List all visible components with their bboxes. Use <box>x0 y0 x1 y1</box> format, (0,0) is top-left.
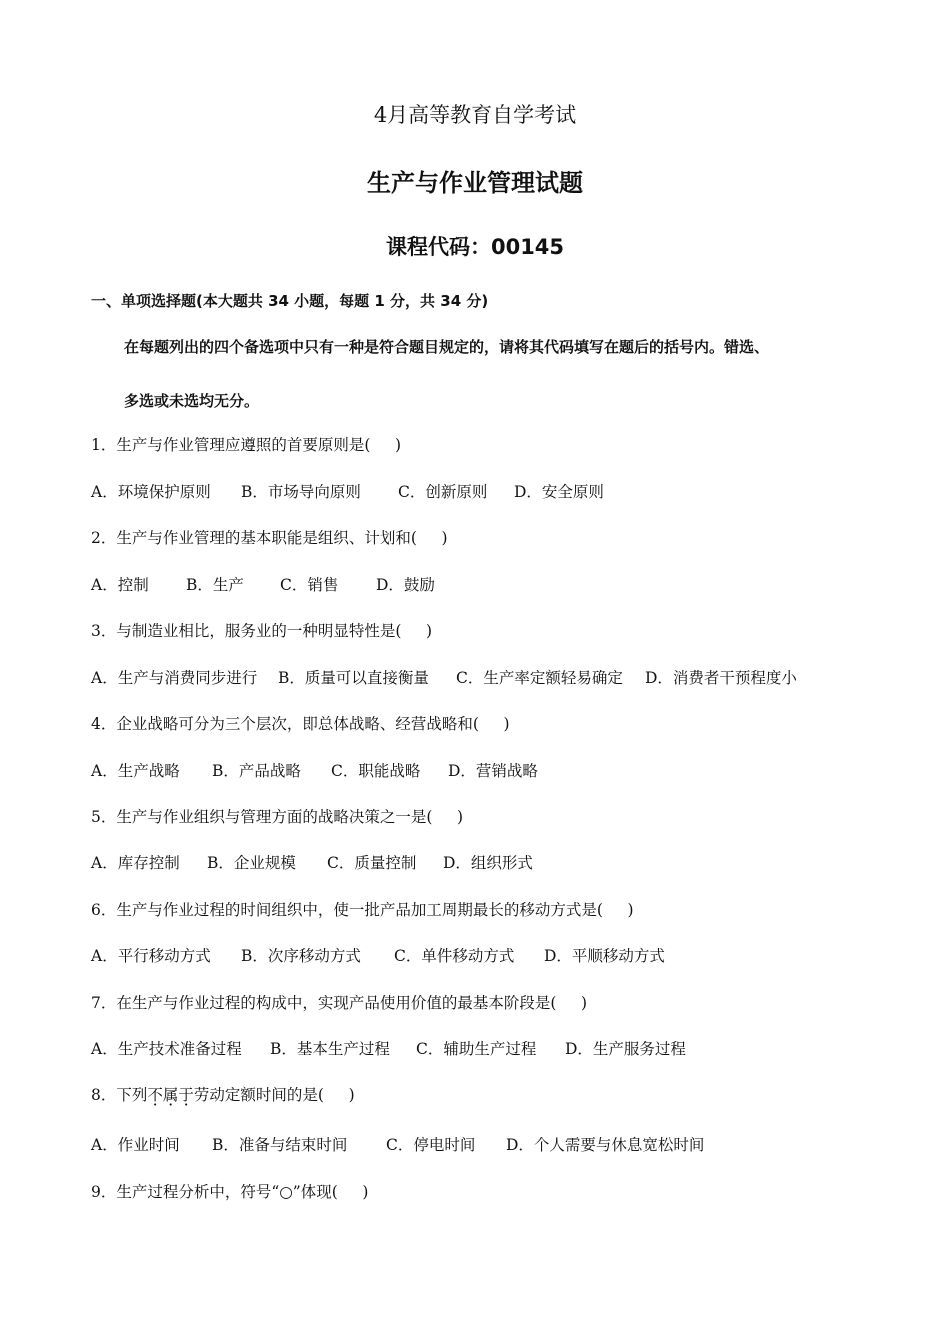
question-4-options <box>91 759 891 781</box>
option-a: A．库存控制 <box>91 854 180 872</box>
option-c: C．停电时间 <box>386 1136 476 1154</box>
question-4-stem: 4．企业战略可分为三个层次，即总体战略、经营战略和( ) <box>91 715 510 733</box>
stem-suffix: 劳动定额时间的是( ) <box>193 1086 355 1104</box>
option-b: B．次序移动方式 <box>241 947 361 965</box>
option-b: B．质量可以直接衡量 <box>278 669 429 687</box>
question-8-stem <box>91 1083 355 1105</box>
course-code: 课程代码：00145 <box>385 235 565 259</box>
option-d: D．个人需要与休息宽松时间 <box>506 1136 705 1154</box>
stem-prefix: 8．下列 <box>91 1086 148 1104</box>
option-a: A．生产技术准备过程 <box>91 1040 242 1058</box>
instruction-line-2: 多选或未选均无分。 <box>124 392 260 410</box>
question-5-stem: 5．生产与作业组织与管理方面的战略决策之一是( ) <box>91 808 464 826</box>
question-2-stem: 2．生产与作业管理的基本职能是组织、计划和( ) <box>91 529 448 547</box>
question-2-options <box>91 573 891 595</box>
option-d: D．组织形式 <box>443 854 533 872</box>
question-5-options <box>91 851 891 873</box>
option-a: A．控制 <box>91 576 149 594</box>
option-d: D．消费者干预程度小 <box>645 669 797 687</box>
option-c: C．质量控制 <box>327 854 417 872</box>
option-a: A．生产与消费同步进行 <box>91 669 258 687</box>
option-d: D．安全原则 <box>514 483 604 501</box>
instruction-line-1: 在每题列出的四个备选项中只有一种是符合题目规定的，请将其代码填写在题后的括号内。错选、 <box>124 338 770 356</box>
paper-title: 生产与作业管理试题 <box>367 169 583 197</box>
option-b: B．产品战略 <box>212 762 301 780</box>
option-c: C．单件移动方式 <box>394 947 515 965</box>
option-d: D．鼓励 <box>376 576 435 594</box>
question-7-options <box>91 1037 891 1059</box>
question-6-options <box>91 944 891 966</box>
option-b: B．准备与结束时间 <box>212 1136 348 1154</box>
question-8-options <box>91 1133 891 1155</box>
option-c: C．生产率定额轻易确定 <box>456 669 623 687</box>
emphasized-char: 属 <box>162 1086 179 1104</box>
option-c: C．销售 <box>280 576 339 594</box>
option-c: C．职能战略 <box>331 762 421 780</box>
option-b: B．企业规模 <box>207 854 296 872</box>
option-a: A．环境保护原则 <box>91 483 211 501</box>
question-7-stem: 7．在生产与作业过程的构成中，实现产品使用价值的最基本阶段是( ) <box>91 994 588 1012</box>
option-c: C．辅助生产过程 <box>416 1040 537 1058</box>
option-d: D．平顺移动方式 <box>544 947 665 965</box>
question-1-stem: 1．生产与作业管理应遵照的首要原则是( ) <box>91 436 402 454</box>
emphasized-char: 于 <box>178 1086 194 1104</box>
option-b: B．市场导向原则 <box>241 483 361 501</box>
question-9-stem: 9．生产过程分析中，符号“○”体现( ) <box>91 1183 369 1201</box>
section-heading: 一、单项选择题(本大题共 34 小题，每题 1 分，共 34 分) <box>91 292 489 310</box>
exam-header: 4月高等教育自学考试 <box>373 103 577 127</box>
option-d: D．生产服务过程 <box>565 1040 686 1058</box>
question-3-stem: 3．与制造业相比，服务业的一种明显特性是( ) <box>91 622 433 640</box>
option-c: C．创新原则 <box>398 483 488 501</box>
question-3-options <box>91 666 891 688</box>
option-b: B．生产 <box>186 576 244 594</box>
option-d: D．营销战略 <box>448 762 538 780</box>
question-6-stem: 6．生产与作业过程的时间组织中，使一批产品加工周期最长的移动方式是( ) <box>91 901 634 919</box>
emphasized-char: 不 <box>147 1086 163 1104</box>
option-a: A．生产战略 <box>91 762 180 780</box>
option-b: B．基本生产过程 <box>270 1040 390 1058</box>
option-a: A．作业时间 <box>91 1136 180 1154</box>
option-a: A．平行移动方式 <box>91 947 211 965</box>
question-1-options <box>91 480 891 502</box>
